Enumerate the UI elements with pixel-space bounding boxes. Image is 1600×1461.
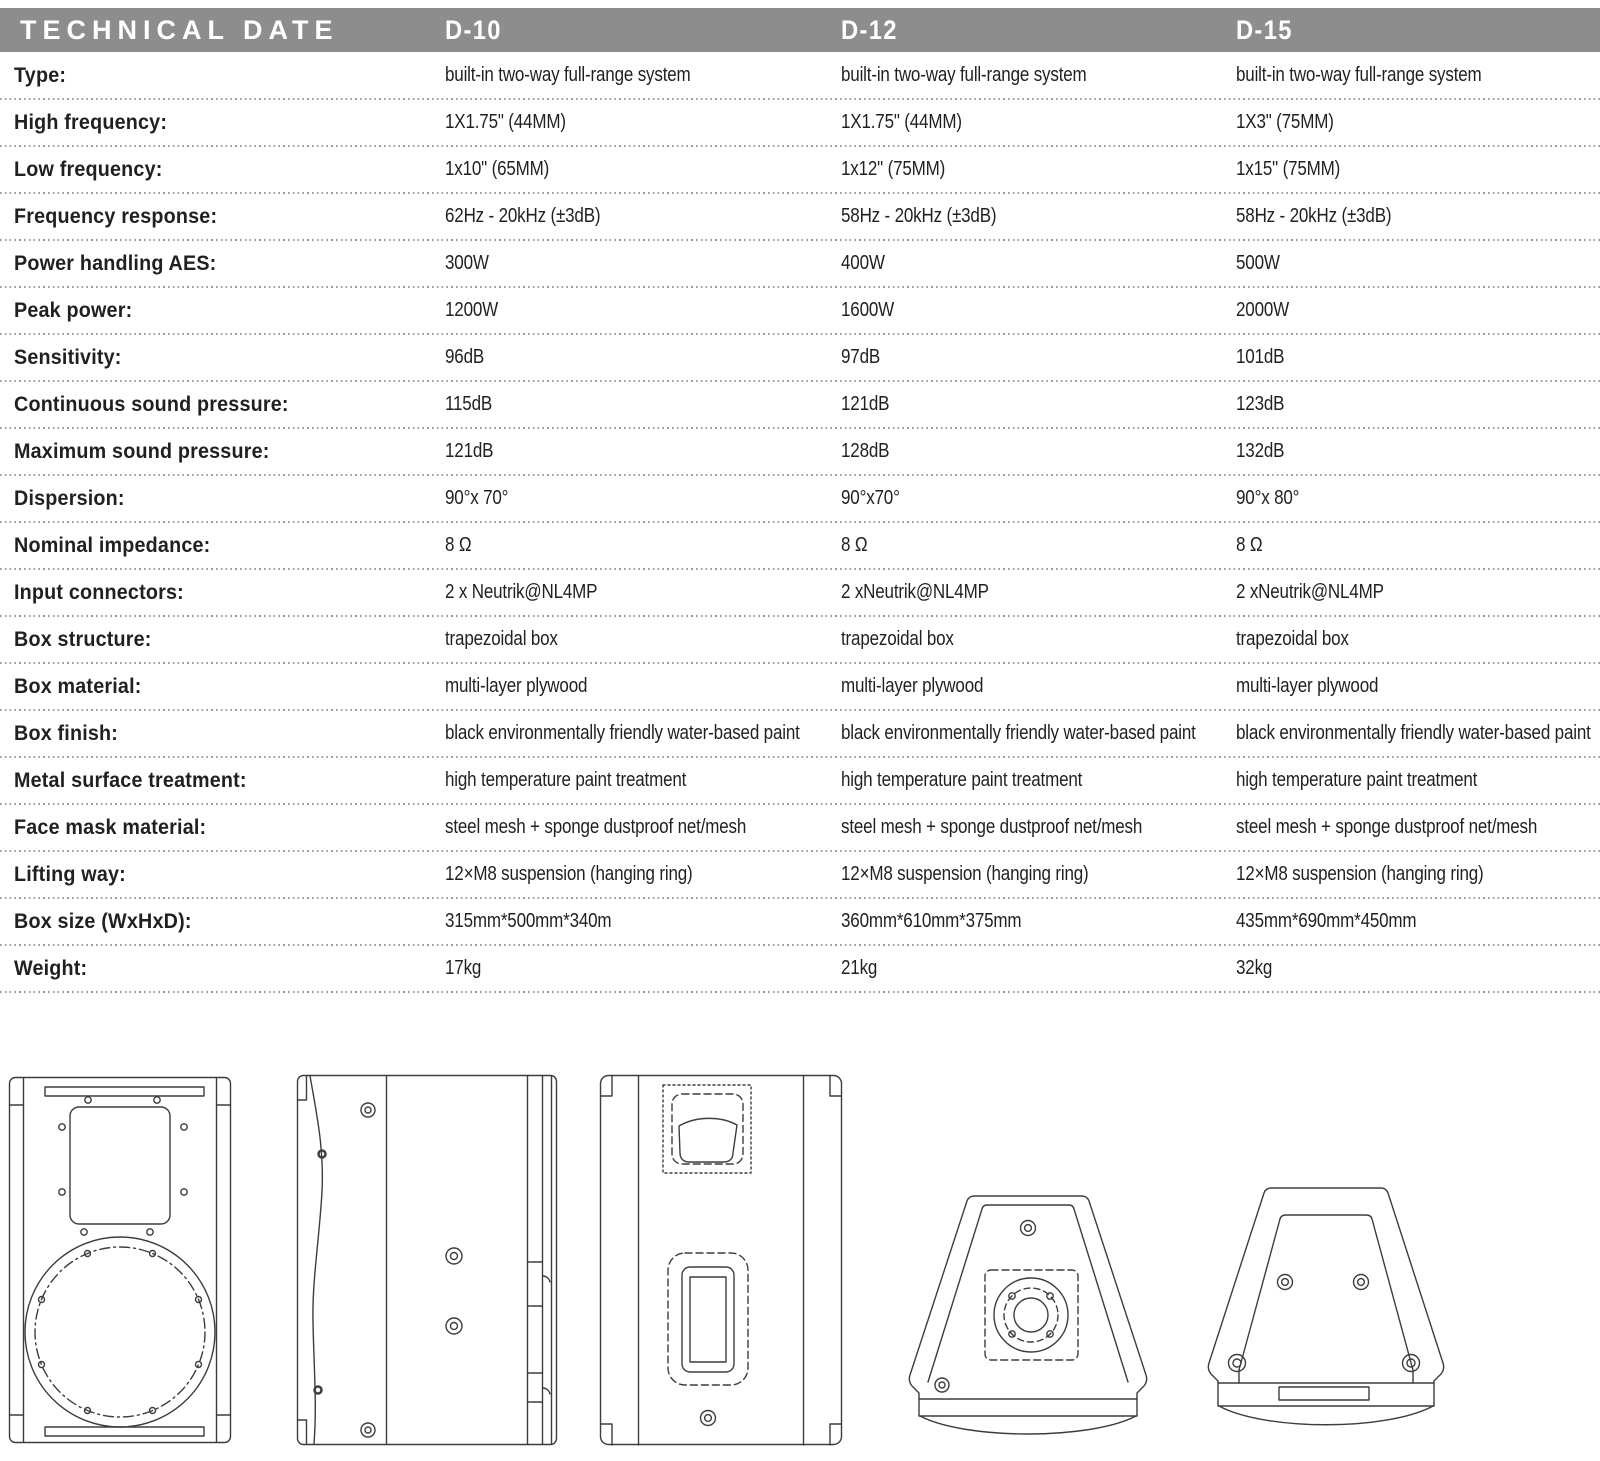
row-label: Box size (WxHxD): [14,909,192,933]
row-label: Box material: [14,674,142,698]
row-value-d15: 32kg [1236,957,1273,979]
row-value-d12: 128dB [841,440,890,462]
table-row-continuous-sound-pressure [0,381,1600,428]
row-value-d10: 2 x Neutrik@NL4MP [445,581,598,603]
row-value-d10: black environmentally friendly water-based paint [445,722,800,744]
speaker-front-view-drawing [8,1076,232,1444]
row-label: Input connectors: [14,580,184,604]
row-value-d10: multi-layer plywood [445,675,588,697]
row-value-d12: black environmentally friendly water-based paint [841,722,1196,744]
row-label: Box structure: [14,627,152,651]
row-value-d12: 21kg [841,957,878,979]
row-value-d10: steel mesh + sponge dustproof net/mesh [445,816,747,838]
row-label: Sensitivity: [14,345,122,369]
row-value-d10: 17kg [445,957,482,979]
speaker-back-view-drawing [599,1074,843,1446]
row-value-d10: 90°x 70° [445,487,509,509]
row-value-d15: 123dB [1236,393,1285,415]
table-row-box-finish [0,710,1600,757]
row-label: Nominal impedance: [14,533,211,557]
row-label: Weight: [14,956,88,980]
spec-table [0,52,1600,992]
row-value-d15: 1x15" (75MM) [1236,158,1341,180]
table-row-input-connectors [0,569,1600,616]
row-label: Type: [14,63,67,87]
table-row-box-structure [0,616,1600,663]
row-value-d10: trapezoidal box [445,628,558,650]
table-row-dispersion [0,475,1600,522]
row-value-d10: 115dB [445,393,493,415]
row-label: Lifting way: [14,862,126,886]
row-label: Dispersion: [14,486,125,510]
row-value-d12: trapezoidal box [841,628,954,650]
table-row-face-mask-material [0,804,1600,851]
row-value-d12: 8 Ω [841,534,868,556]
column-header-d12: D-12 [841,14,898,45]
row-value-d12: 2 xNeutrik@NL4MP [841,581,989,603]
row-value-d15: black environmentally friendly water-based paint [1236,722,1591,744]
table-row-lifting-way [0,851,1600,898]
table-row-weight [0,945,1600,992]
row-value-d15: 90°x 80° [1236,487,1300,509]
row-value-d15: 101dB [1236,346,1285,368]
row-value-d10: 1200W [445,299,499,321]
row-value-d12: 58Hz - 20kHz (±3dB) [841,205,997,227]
row-label: Peak power: [14,298,133,322]
row-value-d12: 121dB [841,393,890,415]
table-row-peak-power [0,287,1600,334]
table-row-box-material [0,663,1600,710]
row-value-d12: 1X1.75" (44MM) [841,111,962,133]
row-value-d10: 12×M8 suspension (hanging ring) [445,863,693,885]
speaker-side-view-drawing [296,1074,558,1446]
row-label: Face mask material: [14,815,207,839]
row-label: Maximum sound pressure: [14,439,270,463]
row-value-d10: built-in two-way full-range system [445,64,691,86]
table-row-type [0,52,1600,99]
row-value-d12: multi-layer plywood [841,675,984,697]
row-value-d12: 400W [841,252,885,274]
row-value-d15: trapezoidal box [1236,628,1349,650]
row-value-d10: 121dB [445,440,494,462]
row-value-d12: 360mm*610mm*375mm [841,910,1022,932]
speaker-bottom-view-drawing [1205,1186,1447,1454]
table-header [0,8,1600,52]
table-row-low-frequency [0,146,1600,193]
row-value-d15: 12×M8 suspension (hanging ring) [1236,863,1484,885]
speaker-top-view-drawing [904,1194,1152,1446]
row-value-d15: 435mm*690mm*450mm [1236,910,1417,932]
row-value-d10: 315mm*500mm*340m [445,910,612,932]
table-row-frequency-response [0,193,1600,240]
row-value-d10: high temperature paint treatment [445,769,687,791]
table-row-metal-surface-treatment [0,757,1600,804]
row-value-d10: 1X1.75" (44MM) [445,111,566,133]
row-value-d10: 8 Ω [445,534,472,556]
row-value-d15: 132dB [1236,440,1285,462]
row-label: Frequency response: [14,204,218,228]
table-row-sensitivity [0,334,1600,381]
row-value-d12: 97dB [841,346,881,368]
row-value-d10: 62Hz - 20kHz (±3dB) [445,205,601,227]
page-title: TECHNICAL DATE [20,14,339,45]
row-value-d15: 500W [1236,252,1280,274]
table-row-power-handling [0,240,1600,287]
row-value-d15: 1X3" (75MM) [1236,111,1334,133]
row-value-d15: built-in two-way full-range system [1236,64,1482,86]
row-value-d15: 8 Ω [1236,534,1263,556]
row-value-d15: 58Hz - 20kHz (±3dB) [1236,205,1392,227]
table-row-nominal-impedance [0,522,1600,569]
row-label: Power handling AES: [14,251,217,275]
row-label: Continuous sound pressure: [14,392,289,416]
row-value-d15: 2000W [1236,299,1290,321]
row-label: Box finish: [14,721,119,745]
table-row-maximum-sound-pressure [0,428,1600,475]
row-value-d10: 300W [445,252,489,274]
table-row-high-frequency [0,99,1600,146]
row-value-d12: 90°x70° [841,487,900,509]
row-value-d15: 2 xNeutrik@NL4MP [1236,581,1384,603]
row-value-d15: steel mesh + sponge dustproof net/mesh [1236,816,1538,838]
row-value-d12: 1600W [841,299,895,321]
column-header-d10: D-10 [445,14,502,45]
row-value-d15: high temperature paint treatment [1236,769,1478,791]
row-value-d12: steel mesh + sponge dustproof net/mesh [841,816,1143,838]
row-value-d12: built-in two-way full-range system [841,64,1087,86]
row-value-d10: 1x10" (65MM) [445,158,550,180]
row-value-d12: 1x12" (75MM) [841,158,946,180]
row-label: Metal surface treatment: [14,768,247,792]
table-row-box-size [0,898,1600,945]
row-value-d10: 96dB [445,346,485,368]
column-header-d15: D-15 [1236,14,1293,45]
row-value-d12: 12×M8 suspension (hanging ring) [841,863,1089,885]
row-label: High frequency: [14,110,168,134]
row-label: Low frequency: [14,157,163,181]
row-value-d15: multi-layer plywood [1236,675,1379,697]
row-value-d12: high temperature paint treatment [841,769,1083,791]
